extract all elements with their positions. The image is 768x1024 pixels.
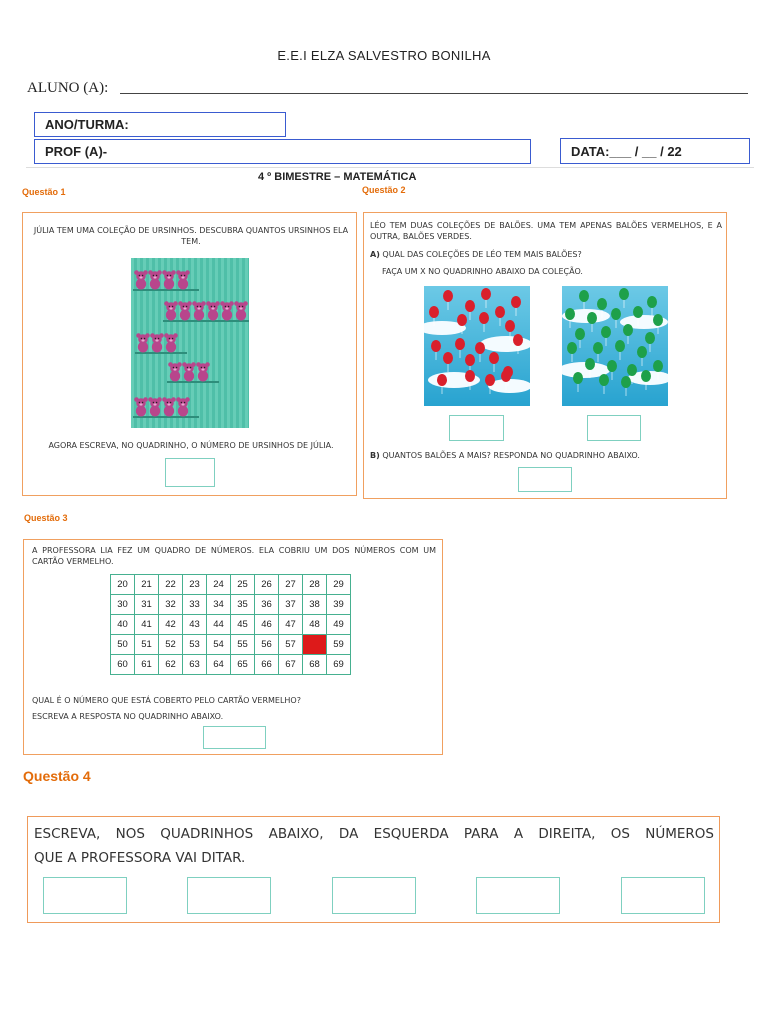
- q2-a-sub: FAÇA UM X NO QUADRINHO ABAIXO DA COLEÇÃO.: [382, 267, 583, 276]
- q4-line-2: QUE A PROFESSORA VAI DITAR.: [34, 850, 246, 866]
- grid-cell: 31: [135, 595, 159, 615]
- q3-answer-box[interactable]: [203, 726, 266, 749]
- balloon: [607, 360, 617, 372]
- number-grid: [110, 574, 351, 675]
- grid-cell: 49: [327, 615, 351, 635]
- teacher-field[interactable]: [34, 139, 531, 164]
- grid-cell: 27: [279, 575, 303, 595]
- q2-label: Questão 2: [362, 185, 406, 195]
- bear-shelf: [133, 289, 199, 291]
- grid-row: [111, 655, 351, 675]
- balloon: [627, 364, 637, 376]
- q1-text: JÚLIA TEM UMA COLEÇÃO DE URSINHOS. DESCUBRA QUANTOS URSINHOS ELA TEM.: [33, 226, 349, 246]
- balloon: [513, 334, 523, 346]
- grid-cell: 43: [183, 615, 207, 635]
- grid-cell: 25: [231, 575, 255, 595]
- grid-cell: 39: [327, 595, 351, 615]
- date-field[interactable]: [560, 138, 750, 164]
- q3-instruction: ESCREVA A RESPOSTA NO QUADRINHO ABAIXO.: [32, 712, 224, 721]
- grid-cell: 22: [159, 575, 183, 595]
- bimestre-title: 4 º BIMESTRE – MATEMÁTICA: [258, 171, 417, 183]
- balloon: [465, 354, 475, 366]
- balloon: [585, 358, 595, 370]
- grid-cell: 46: [255, 615, 279, 635]
- class-field[interactable]: [34, 112, 286, 137]
- balloon: [653, 360, 663, 372]
- grid-cell: 23: [183, 575, 207, 595]
- balloon: [489, 352, 499, 364]
- grid-cell: 69: [327, 655, 351, 675]
- balloon: [511, 296, 521, 308]
- balloon: [465, 300, 475, 312]
- balloon: [429, 306, 439, 318]
- teacher-label: PROF (A)-: [45, 144, 108, 159]
- balloon: [443, 290, 453, 302]
- grid-cell: 40: [111, 615, 135, 635]
- balloon: [637, 346, 647, 358]
- grid-cell: 68: [303, 655, 327, 675]
- q4-answer-box-2[interactable]: [187, 877, 271, 914]
- balloon: [495, 306, 505, 318]
- q4-box: [27, 816, 720, 923]
- red-card-cell: [303, 635, 327, 655]
- balloon: [485, 374, 495, 386]
- q1-label: Questão 1: [22, 187, 66, 197]
- grid-cell: 54: [207, 635, 231, 655]
- grid-cell: 55: [231, 635, 255, 655]
- balloon: [475, 342, 485, 354]
- q4-answer-box-3[interactable]: [332, 877, 416, 914]
- q2-b-line: [370, 450, 722, 461]
- balloon: [641, 370, 651, 382]
- q2-green-answer-box[interactable]: [587, 415, 641, 441]
- balloon: [653, 314, 663, 326]
- balloon: [579, 290, 589, 302]
- balloon: [597, 298, 607, 310]
- balloon: [481, 288, 491, 300]
- q1-instruction: AGORA ESCREVA, NO QUADRINHO, O NÚMERO DE URSINHOS DE JÚLIA.: [48, 441, 334, 450]
- grid-cell: 60: [111, 655, 135, 675]
- bears-image: [131, 258, 249, 428]
- balloon: [633, 306, 643, 318]
- q2-b-prefix: B): [370, 451, 380, 460]
- divider: [26, 167, 754, 168]
- grid-cell: 24: [207, 575, 231, 595]
- grid-cell: 42: [159, 615, 183, 635]
- balloon: [623, 324, 633, 336]
- balloon: [455, 338, 465, 350]
- q3-text: A PROFESSORA LIA FEZ UM QUADRO DE NÚMEROS. ELA COBRIU UM DOS NÚMEROS COM UM CARTÃO VERMELHO.: [32, 546, 436, 566]
- balloon: [437, 374, 447, 386]
- balloon: [593, 342, 603, 354]
- bears-background: [131, 258, 249, 428]
- q4-answer-box-5[interactable]: [621, 877, 705, 914]
- q4-label: Questão 4: [23, 768, 91, 784]
- balloon: [615, 340, 625, 352]
- balloon: [505, 320, 515, 332]
- balloon: [611, 308, 621, 320]
- grid-cell: 34: [207, 595, 231, 615]
- student-label: ALUNO (A):: [27, 80, 109, 96]
- balloon: [443, 352, 453, 364]
- balloon: [465, 370, 475, 382]
- balloon: [501, 370, 511, 382]
- grid-cell: 38: [303, 595, 327, 615]
- q1-box: [22, 212, 357, 496]
- balloon: [619, 288, 629, 300]
- grid-cell: 61: [135, 655, 159, 675]
- q1-answer-box[interactable]: [165, 458, 215, 487]
- grid-row: [111, 575, 351, 595]
- grid-cell: 63: [183, 655, 207, 675]
- balloon: [647, 296, 657, 308]
- grid-cell: 52: [159, 635, 183, 655]
- grid-cell: 64: [207, 655, 231, 675]
- green-balloons-image: [562, 286, 668, 406]
- grid-cell: 28: [303, 575, 327, 595]
- grid-cell: 62: [159, 655, 183, 675]
- balloon: [599, 374, 609, 386]
- bear-shelf: [163, 320, 249, 322]
- balloon: [575, 328, 585, 340]
- balloon: [479, 312, 489, 324]
- q2-a-text: QUAL DAS COLEÇÕES DE LÉO TEM MAIS BALÕES?: [382, 250, 582, 259]
- grid-row: [111, 635, 351, 655]
- balloon: [601, 326, 611, 338]
- balloon: [587, 312, 597, 324]
- grid-row: [111, 595, 351, 615]
- balloon: [645, 332, 655, 344]
- grid-cell: 45: [231, 615, 255, 635]
- grid-cell: 30: [111, 595, 135, 615]
- grid-cell: 21: [135, 575, 159, 595]
- balloon: [457, 314, 467, 326]
- grid-row: [111, 615, 351, 635]
- grid-cell: 36: [255, 595, 279, 615]
- q2-text: LÉO TEM DUAS COLEÇÕES DE BALÕES. UMA TEM APENAS BALÕES VERMELHOS, E A OUTRA, BALÕES VERDES.: [370, 221, 722, 241]
- balloon: [573, 372, 583, 384]
- grid-cell: 33: [183, 595, 207, 615]
- grid-cell: 56: [255, 635, 279, 655]
- grid-cell: 26: [255, 575, 279, 595]
- grid-cell: 44: [207, 615, 231, 635]
- q4-answer-box-4[interactable]: [476, 877, 560, 914]
- q3-question: QUAL É O NÚMERO QUE ESTÁ COBERTO PELO CARTÃO VERMELHO?: [32, 696, 301, 705]
- school-name: E.E.I ELZA SALVESTRO BONILHA: [277, 48, 491, 63]
- q2-b-answer-box[interactable]: [518, 467, 572, 492]
- q2-b-text: QUANTOS BALÕES A MAIS? RESPONDA NO QUADRINHO ABAIXO.: [382, 451, 640, 460]
- balloon: [567, 342, 577, 354]
- q3-box: [23, 539, 443, 755]
- grid-cell: 65: [231, 655, 255, 675]
- grid-cell: 41: [135, 615, 159, 635]
- grid-cell: 20: [111, 575, 135, 595]
- q4-line-1: ESCREVA, NOS QUADRINHOS ABAIXO, DA ESQUERDA PARA A DIREITA, OS NÚMEROS: [34, 826, 714, 842]
- grid-cell: 66: [255, 655, 279, 675]
- bear-shelf: [133, 416, 199, 418]
- grid-cell: 37: [279, 595, 303, 615]
- balloon: [565, 308, 575, 320]
- grid-cell: 35: [231, 595, 255, 615]
- balloon: [431, 340, 441, 352]
- q2-a-line: [370, 249, 722, 260]
- q3-label: Questão 3: [24, 513, 68, 523]
- balloon: [621, 376, 631, 388]
- grid-cell: 48: [303, 615, 327, 635]
- student-name-line[interactable]: [120, 93, 748, 94]
- grid-cell: 67: [279, 655, 303, 675]
- q2-red-answer-box[interactable]: [449, 415, 504, 441]
- grid-cell: 53: [183, 635, 207, 655]
- grid-cell: 29: [327, 575, 351, 595]
- q2-a-prefix: A): [370, 250, 380, 259]
- grid-cell: 50: [111, 635, 135, 655]
- grid-cell: 47: [279, 615, 303, 635]
- red-balloons-image: [424, 286, 530, 406]
- grid-cell: 59: [327, 635, 351, 655]
- grid-cell: 57: [279, 635, 303, 655]
- q4-answer-box-1[interactable]: [43, 877, 127, 914]
- grid-cell: 51: [135, 635, 159, 655]
- date-label: DATA:___ / __ / 22: [571, 143, 682, 159]
- q2-box: [363, 212, 727, 499]
- class-label: ANO/TURMA:: [45, 117, 129, 132]
- grid-cell: 32: [159, 595, 183, 615]
